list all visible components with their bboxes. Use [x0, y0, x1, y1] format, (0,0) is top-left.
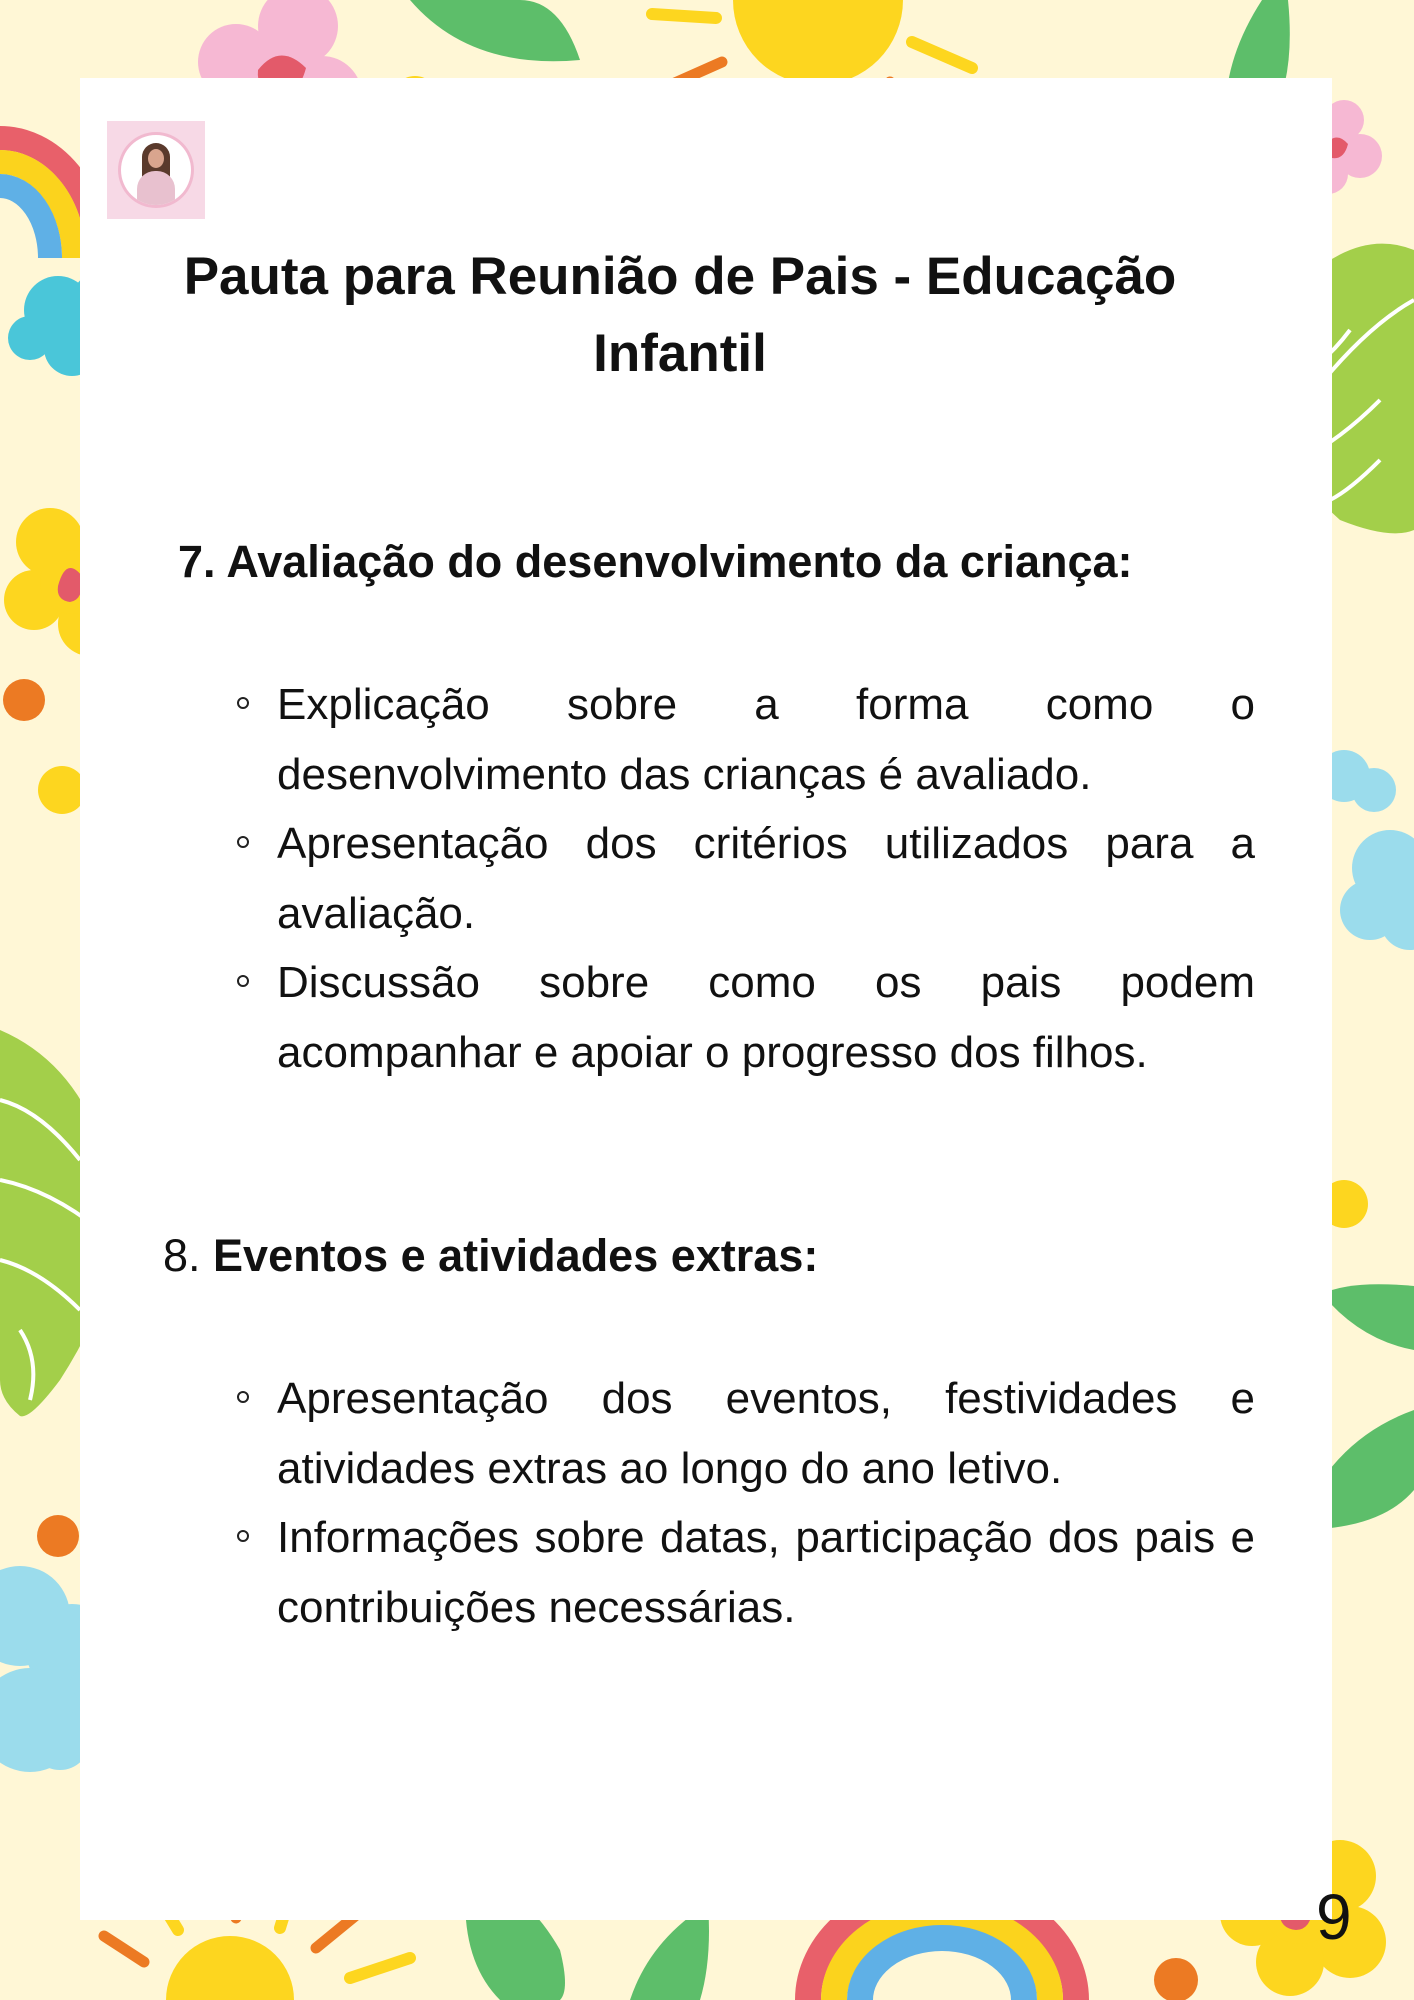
- list-item: Discussão sobre como os pais podem acompanhar e apoiar o progresso dos filhos.: [277, 948, 1255, 1087]
- list-item: Apresentação dos eventos, festividades e atividades extras ao longo do ano letivo.: [277, 1364, 1255, 1503]
- page-title: Pauta para Reunião de Pais - Educação Infantil: [183, 247, 1177, 383]
- cloud-icon: [1340, 830, 1414, 950]
- section-number: 8.: [163, 1230, 201, 1281]
- section-7-list: [277, 670, 1255, 1087]
- section-8-list: [277, 1364, 1255, 1642]
- list-item: Informações sobre datas, participação dos pais e contribuições necessárias.: [277, 1503, 1255, 1642]
- list-item: Explicação sobre a forma como o desenvolvimento das crianças é avaliado.: [277, 670, 1255, 809]
- list-item: Apresentação dos critérios utilizados para a avaliação.: [277, 809, 1255, 948]
- section-heading-text: Eventos e atividades extras:: [213, 1230, 819, 1281]
- page-number: 9: [1316, 1881, 1352, 1953]
- author-logo: [107, 121, 205, 219]
- leaf-icon: [410, 0, 580, 61]
- dot-icon: [3, 679, 45, 721]
- dot-icon: [37, 1515, 79, 1557]
- section-heading-7: 7. Avaliação do desenvolvimento da criança:: [178, 536, 1133, 587]
- leaf-icon: [1322, 1284, 1414, 1350]
- section-heading-8: [163, 1230, 818, 1282]
- avatar: [121, 135, 191, 205]
- dot-icon: [38, 766, 86, 814]
- dot-icon: [1154, 1958, 1198, 2000]
